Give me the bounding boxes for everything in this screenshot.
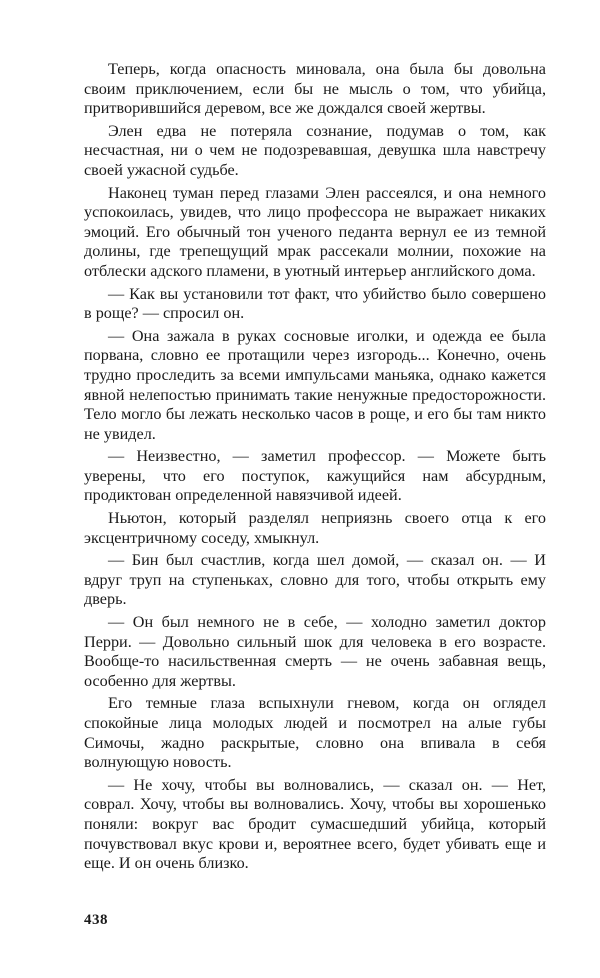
page-number: 438 [84,912,108,928]
paragraph-9: — Он был немного не в себе, — холодно заметил доктор Перри. — Довольно сильный шок для человека в его возрасте. Вообще-то насильственная смерть — не очень забавная вещь, особенно для жертвы. [84,613,546,690]
paragraph-1: Теперь, когда опасность миновала, она была бы довольна своим приключением, если бы не мысль о том, что убийца, притворившийся деревом, все же дождался своей жертвы. [84,60,546,118]
book-page-text [84,60,546,960]
paragraph-3: Наконец туман перед глазами Элен рассеялся, и она немного успокоилась, увидев, что лицо профессора не выражает никаких эмоций. Его обычный тон ученого педанта вернул ее из темной долины, где трепещущий мрак рассекали молнии, похожие на отблески адского пламени, в уютный интерьер английского дома. [84,183,546,280]
paragraph-5: — Она зажала в руках сосновые иголки, и одежда ее была порвана, словно ее протащили через изгородь... Конечно, очень трудно проследить за всеми импульсами маньяка, однако кажется явной нелепостью принимать такие ненужные предосторожности. Тело могло бы лежать несколько часов в роще, и его бы там никто не увидел. [84,326,546,443]
paragraph-2: Элен едва не потеряла сознание, подумав о том, как несчастная, ни о чем не подозревавшая, девушка шла навстречу своей ужасной судьбе. [84,121,546,179]
paragraph-6: — Неизвестно, — заметил профессор. — Можете быть уверены, что его поступок, кажущийся нам абсурдным, продиктован определенной навязчивой идеей. [84,447,546,505]
paragraph-10: Его темные глаза вспыхнули гневом, когда он оглядел спокойные лица молодых людей и посмотрел на алые губы Симочы, жадно раскрытые, словно она впивала в себя волнующую новость. [84,694,546,772]
paragraph-11: — Не хочу, чтобы вы волновались, — сказал он. — Нет, соврал. Хочу, чтобы вы волновались. Хочу, чтобы вы хорошенько поняли: вокруг вас бродит сумасшедший убийца, который почувствовал вкус крови и, вероятнее всего, будет убивать еще и еще. И он очень близко. [84,775,546,873]
paragraph-4: — Как вы установили тот факт, что убийство было совершено в роще? — спросил он. [84,284,546,323]
paragraph-8: — Бин был счастлив, когда шел домой, — сказал он. — И вдруг труп на ступеньках, словно для того, чтобы открыть ему дверь. [84,551,546,609]
paragraph-7: Ньютон, который разделял неприязнь своего отца к его эксцентричному соседу, хмыкнул. [84,509,546,547]
